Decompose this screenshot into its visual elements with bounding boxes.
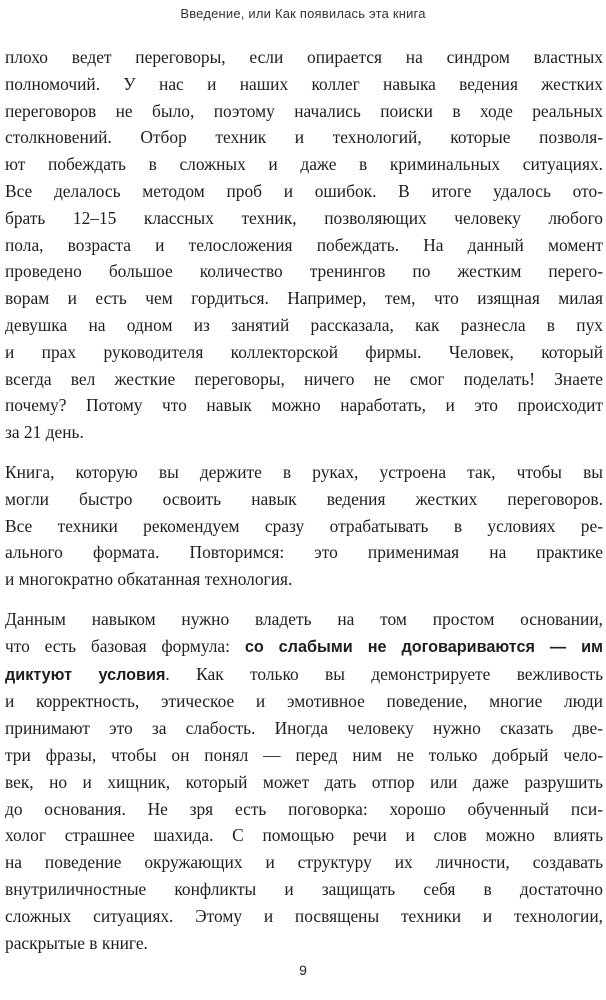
bold-formula: со слабыми не договариваются — им — [244, 637, 603, 656]
text-line: девушка на одном из занятий рассказала, как разнесла в пух — [5, 314, 603, 335]
paragraph-2 — [5, 459, 603, 593]
text-line: до основания. Не зря есть поговорка: хорошо обученный пси- — [5, 798, 603, 819]
text-line: сложных ситуациях. Этому и посвящены техники и технологии, — [5, 905, 603, 926]
text-line: три фразы, чтобы он понял — перед ним не только добрый чело- — [5, 744, 603, 765]
running-head: Введение, или Как появилась эта книга — [180, 6, 426, 21]
text-line: ют побеждать в сложных и даже в криминальных ситуациях. — [5, 154, 603, 175]
text-line: ворам и есть чем гордиться. Например, тем, что изящная милая — [5, 288, 603, 309]
text-line: Книга, которую вы держите в руках, устроена так, чтобы вы — [5, 461, 603, 482]
text-line: на поведение окружающих и структуру их личности, создавать — [5, 852, 603, 873]
text-line: ального формата. Повторимся: это применимая на практике — [5, 542, 603, 563]
text-line: могли быстро освоить навык ведения жестких переговоров. — [5, 488, 603, 509]
paragraph-1 — [5, 44, 603, 446]
text-line: век, но и хищник, который может дать отпор или даже разрушить — [5, 771, 603, 792]
text-line: Все техники рекомендуем сразу отрабатывать в условиях ре- — [5, 515, 603, 536]
text-line: внутриличностные конфликты и защищать себя в достаточно — [5, 878, 603, 899]
text-line: проведено большое количество тренингов по жестким перего- — [5, 261, 603, 282]
text-line: Данным навыком нужно владеть на том простом основании, — [5, 608, 603, 629]
text-line: полномочий. У нас и наших коллег навыка ведения жестких — [5, 73, 603, 94]
text-run: . Как только вы демонстрируете вежливость — [165, 663, 603, 684]
text-line: раскрытые в книге. — [5, 932, 148, 953]
text-run: что есть базовая формула: — [5, 635, 245, 656]
text-line: пола, возраста и телосложения побеждать. На данный момент — [5, 234, 603, 255]
page-number: 9 — [299, 962, 307, 978]
body-text — [5, 44, 603, 969]
bold-formula: диктуют условия — [5, 665, 166, 684]
text-line: всегда вел жесткие переговоры, ничего не смог поделать! Знаете — [5, 368, 603, 389]
text-line: принимают это за слабость. Иногда человеку нужно сказать две- — [5, 718, 603, 739]
text-line: и корректность, этическое и эмотивное поведение, многие люди — [5, 691, 603, 712]
text-line: брать 12–15 классных техник, позволяющих человеку любого — [5, 207, 603, 228]
text-line — [5, 661, 603, 689]
text-line: переговоров не было, поэтому начались поиски в ходе реальных — [5, 100, 603, 121]
text-line: плохо ведет переговоры, если опирается на синдром властных — [5, 47, 603, 67]
paragraph-3 — [5, 606, 603, 956]
text-line: столкновений. Отбор техник и технологий, которые позволя- — [5, 127, 603, 148]
text-line: почему? Потому что навык можно наработать, и это происходит — [5, 395, 603, 416]
text-line: и многократно обкатанная технология. — [5, 569, 293, 590]
text-line: за 21 день. — [5, 422, 84, 443]
text-line: Все делалось методом проб и ошибок. В итоге удалось ото- — [5, 180, 603, 201]
text-line: и прах руководителя коллекторской фирмы. Человек, который — [5, 341, 603, 362]
text-line: холог страшнее шахида. С помощью речи и слов можно влиять — [5, 825, 603, 846]
text-line — [5, 633, 603, 661]
